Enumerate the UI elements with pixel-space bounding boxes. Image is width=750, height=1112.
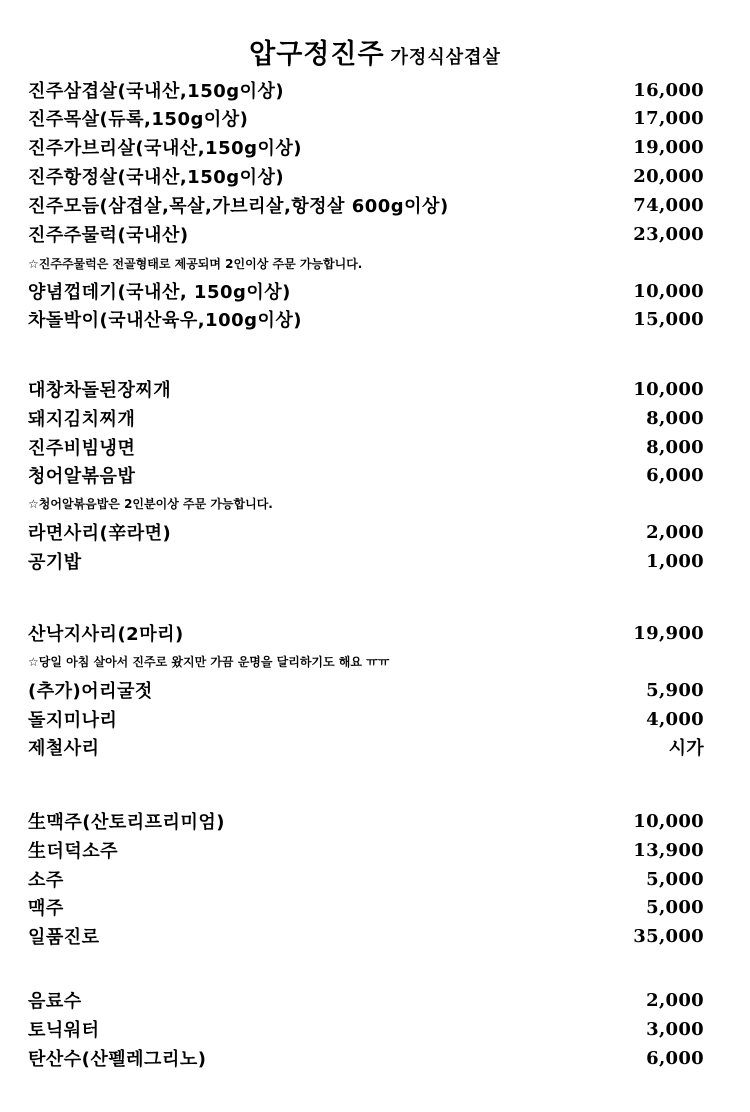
- menu-item-price: 10,000: [633, 378, 704, 400]
- menu-item: [28, 923, 704, 949]
- menu-item-name: 진주모듬(삼겹살,목살,가브리살,항정살 600g이상): [28, 196, 449, 217]
- menu-item-name: 소주: [28, 870, 64, 891]
- menu-item-name: 生더덕소주: [28, 841, 119, 862]
- menu-note: ☆당일 아침 살아서 진주로 왔지만 가끔 운명을 달리하기도 해요 ㅠㅠ: [28, 655, 390, 669]
- menu-item-price: 8,000: [646, 407, 704, 429]
- menu-item-name: 대창차돌된장찌개: [28, 380, 172, 401]
- menu-item: [28, 894, 704, 920]
- menu-item: [28, 306, 704, 332]
- menu-item-name: 生맥주(산토리프리미엄): [28, 812, 225, 833]
- menu-item: [28, 278, 704, 304]
- menu-item-name: 청어알볶음밥: [28, 466, 136, 487]
- menu-item-price: 13,900: [633, 839, 704, 861]
- menu-item-price: 4,000: [646, 708, 704, 730]
- menu-item-price: 시가: [668, 738, 704, 759]
- menu-item-price: 6,000: [646, 464, 704, 486]
- menu-item-name: 진주삼겹살(국내산,150g이상): [28, 81, 285, 102]
- menu-item-name: 돼지김치찌개: [28, 409, 136, 430]
- menu-item-price: 19,000: [633, 136, 704, 158]
- menu-item-price: 10,000: [633, 280, 704, 302]
- menu-item-name: (추가)어리굴젓: [28, 681, 153, 702]
- menu-item: [28, 837, 704, 863]
- menu-item: [28, 677, 704, 703]
- menu-item-price: 3,000: [646, 1018, 704, 1040]
- menu-item-price: 16,000: [633, 79, 704, 101]
- menu-item-price: 74,000: [633, 194, 704, 216]
- menu-item: [28, 376, 704, 402]
- menu-item-price: 1,000: [646, 550, 704, 572]
- menu-item-name: 산낙지사리(2마리): [28, 624, 184, 645]
- menu-item-price: 17,000: [633, 107, 704, 129]
- menu-item-price: 20,000: [633, 165, 704, 187]
- restaurant-name: 압구정진주: [249, 39, 385, 70]
- menu-item-name: 진주가브리살(국내산,150g이상): [28, 138, 303, 159]
- menu-item: [28, 192, 704, 218]
- menu-item-price: 5,900: [646, 679, 704, 701]
- menu-item-price: 19,900: [633, 622, 704, 644]
- menu-item-name: 제철사리: [28, 738, 100, 759]
- menu-item-price: 6,000: [646, 1047, 704, 1069]
- menu-item-name: 토닉워터: [28, 1020, 100, 1041]
- menu-item-price: 10,000: [633, 810, 704, 832]
- menu-item-name: 음료수: [28, 991, 82, 1012]
- menu-item: [28, 519, 704, 545]
- menu-item-price: 15,000: [633, 308, 704, 330]
- menu-item-name: 차돌박이(국내산육우,100g이상): [28, 310, 303, 331]
- menu-item-name: 탄산수(산펠레그리노): [28, 1049, 207, 1070]
- menu-item: [28, 808, 704, 834]
- menu-item: [28, 987, 704, 1013]
- menu-item-name: 돌지미나리: [28, 710, 118, 731]
- menu-item-name: 맥주: [28, 898, 64, 919]
- menu-item: [28, 134, 704, 160]
- menu-item-name: 일품진로: [28, 927, 100, 948]
- menu-item: [28, 462, 704, 488]
- menu-item: [28, 405, 704, 431]
- menu-item: [28, 866, 704, 892]
- menu-item: [28, 77, 704, 103]
- menu-item-name: 진주주물럭(국내산): [28, 225, 189, 246]
- menu-item: [28, 548, 704, 574]
- menu-item: [28, 1016, 704, 1042]
- restaurant-subtitle: 가정식삼겹살: [390, 47, 501, 68]
- menu-item: [28, 434, 704, 460]
- menu-note: ☆청어알볶음밥은 2인분이상 주문 가능합니다.: [28, 497, 273, 511]
- menu-item-price: 35,000: [633, 925, 704, 947]
- menu-item-price: 5,000: [646, 896, 704, 918]
- menu-item-name: 공기밥: [28, 552, 82, 573]
- menu-title: [0, 32, 750, 71]
- menu-item-name: 라면사리(辛라면): [28, 523, 172, 544]
- menu-item-name: 양념껍데기(국내산, 150g이상): [28, 282, 291, 303]
- menu-item-price: 8,000: [646, 436, 704, 458]
- menu-item: [28, 221, 704, 247]
- menu-note: ☆진주주물럭은 전골형태로 제공되며 2인이상 주문 가능합니다.: [28, 257, 363, 271]
- menu-item: [28, 163, 704, 189]
- menu-item: [28, 1045, 704, 1071]
- menu-item-price: 2,000: [646, 521, 704, 543]
- menu-item-price: 2,000: [646, 989, 704, 1011]
- menu-item-price: 5,000: [646, 868, 704, 890]
- menu-item-name: 진주비빔냉면: [28, 438, 136, 459]
- menu-item: [28, 706, 704, 732]
- menu-item: [28, 734, 704, 760]
- menu-item-name: 진주목살(듀록,150g이상): [28, 109, 249, 130]
- menu-item: [28, 620, 704, 646]
- menu-item-price: 23,000: [633, 223, 704, 245]
- menu-item: [28, 105, 704, 131]
- menu-item-name: 진주항정살(국내산,150g이상): [28, 167, 285, 188]
